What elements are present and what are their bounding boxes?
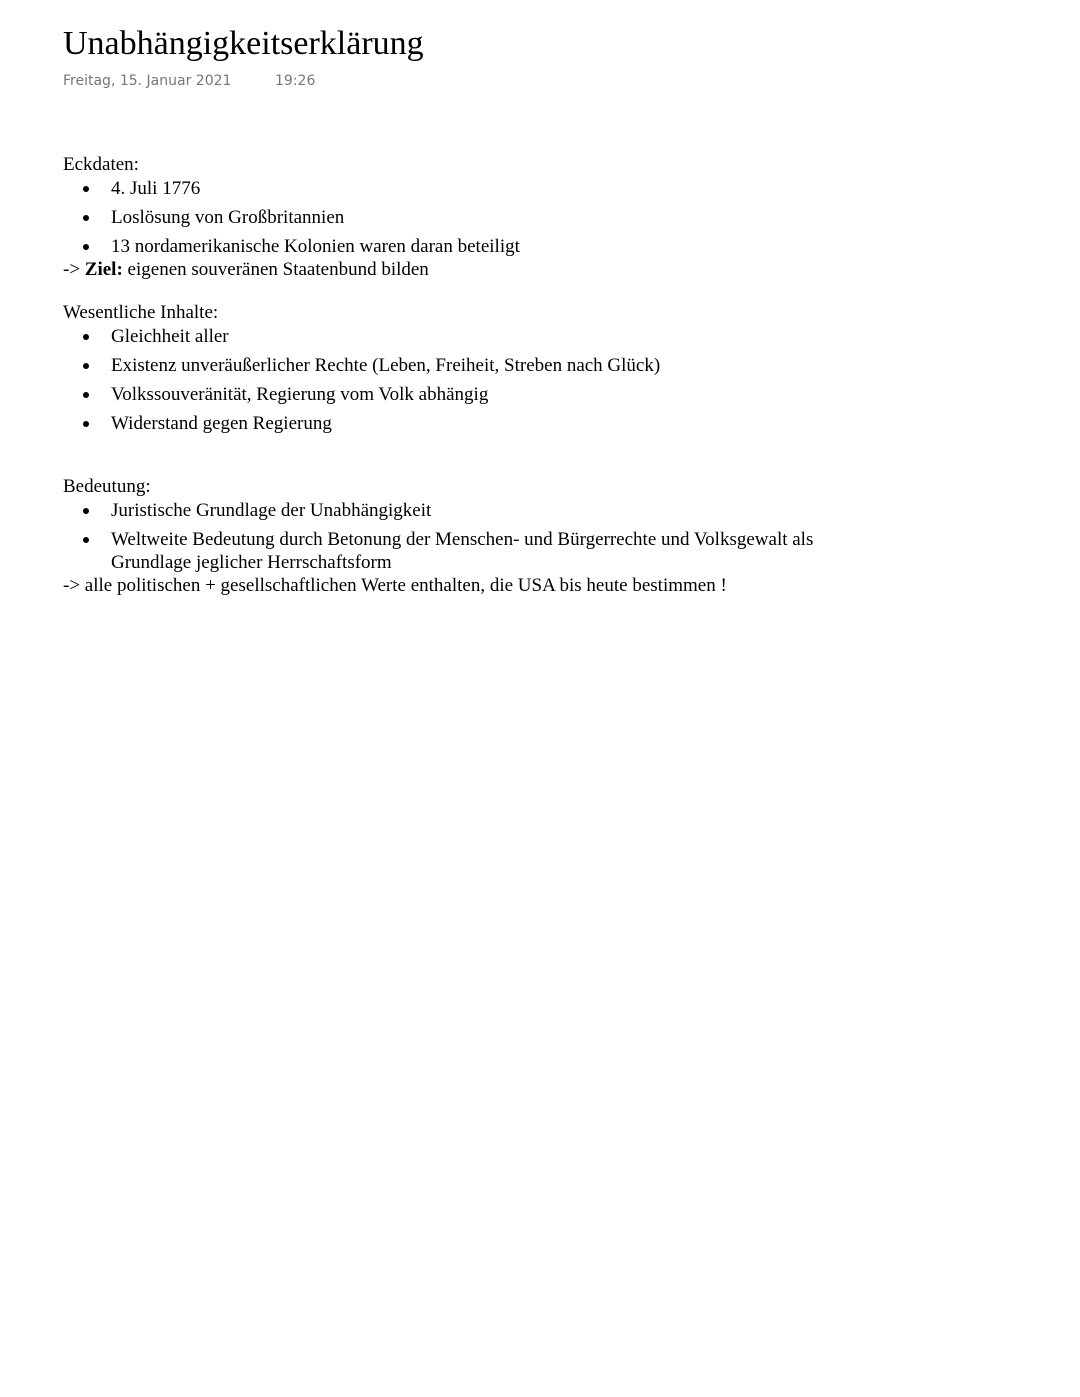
bullet-icon xyxy=(83,186,89,192)
list-item[interactable] xyxy=(63,235,1023,258)
section-eckdaten xyxy=(63,153,1023,281)
section-bedeutung xyxy=(63,475,1023,597)
bullet-icon xyxy=(83,215,89,221)
section-heading: Bedeutung: xyxy=(63,476,151,497)
note-bold-label: Ziel: xyxy=(84,259,123,280)
list-item-text: Weltweite Bedeutung durch Betonung der Menschen- und Bürgerrechte und Volksgewalt als Grundlage jeglicher Herrschaftsform xyxy=(111,529,814,573)
bullet-list xyxy=(63,499,1023,574)
list-item[interactable] xyxy=(63,383,1023,409)
page-meta xyxy=(63,71,316,91)
note-text: eigenen souveränen Staatenbund bilden xyxy=(122,259,429,280)
bullet-list xyxy=(63,177,1023,258)
list-item[interactable] xyxy=(63,177,1023,203)
page-date: Freitag, 15. Januar 2021 xyxy=(63,73,232,89)
bullet-icon xyxy=(83,392,89,398)
section-heading: Wesentliche Inhalte: xyxy=(63,302,219,323)
list-item-text: Loslösung von Großbritannien xyxy=(111,207,345,228)
bullet-icon xyxy=(83,421,89,427)
list-item-text: Juristische Grundlage der Unabhängigkeit xyxy=(111,500,432,521)
list-item-text: 13 nordamerikanische Kolonien waren daran beteiligt xyxy=(111,236,520,257)
list-item[interactable] xyxy=(63,528,1023,574)
bullet-list xyxy=(63,325,1023,438)
section-heading: Eckdaten: xyxy=(63,154,139,175)
list-item[interactable] xyxy=(63,354,1023,380)
list-item-text: Widerstand gegen Regierung xyxy=(111,413,332,434)
note-prefix: -> xyxy=(63,259,85,280)
list-item-text: Volkssouveränität, Regierung vom Volk abhängig xyxy=(111,384,489,405)
list-item[interactable] xyxy=(63,412,1023,438)
bullet-icon xyxy=(83,244,89,250)
list-item[interactable] xyxy=(63,325,1023,351)
page-time: 19:26 xyxy=(275,73,316,89)
note-text: -> alle politischen + gesellschaftlichen Werte enthalten, die USA bis heute bestimmen ! xyxy=(63,575,727,596)
bullet-icon xyxy=(83,334,89,340)
list-item[interactable] xyxy=(63,206,1023,232)
conclusion-note[interactable] xyxy=(63,574,1023,597)
list-item-text: Gleichheit aller xyxy=(111,326,229,347)
bullet-icon xyxy=(83,363,89,369)
conclusion-note[interactable] xyxy=(63,258,1023,281)
page-title[interactable]: Unabhängigkeitserklärung xyxy=(63,25,424,62)
list-item-text: Existenz unveräußerlicher Rechte (Leben, Freiheit, Streben nach Glück) xyxy=(111,355,661,376)
bullet-icon xyxy=(83,508,89,514)
section-inhalte xyxy=(63,301,1023,441)
list-item-text: 4. Juli 1776 xyxy=(111,178,201,199)
list-item[interactable] xyxy=(63,499,1023,525)
bullet-icon xyxy=(83,537,89,543)
